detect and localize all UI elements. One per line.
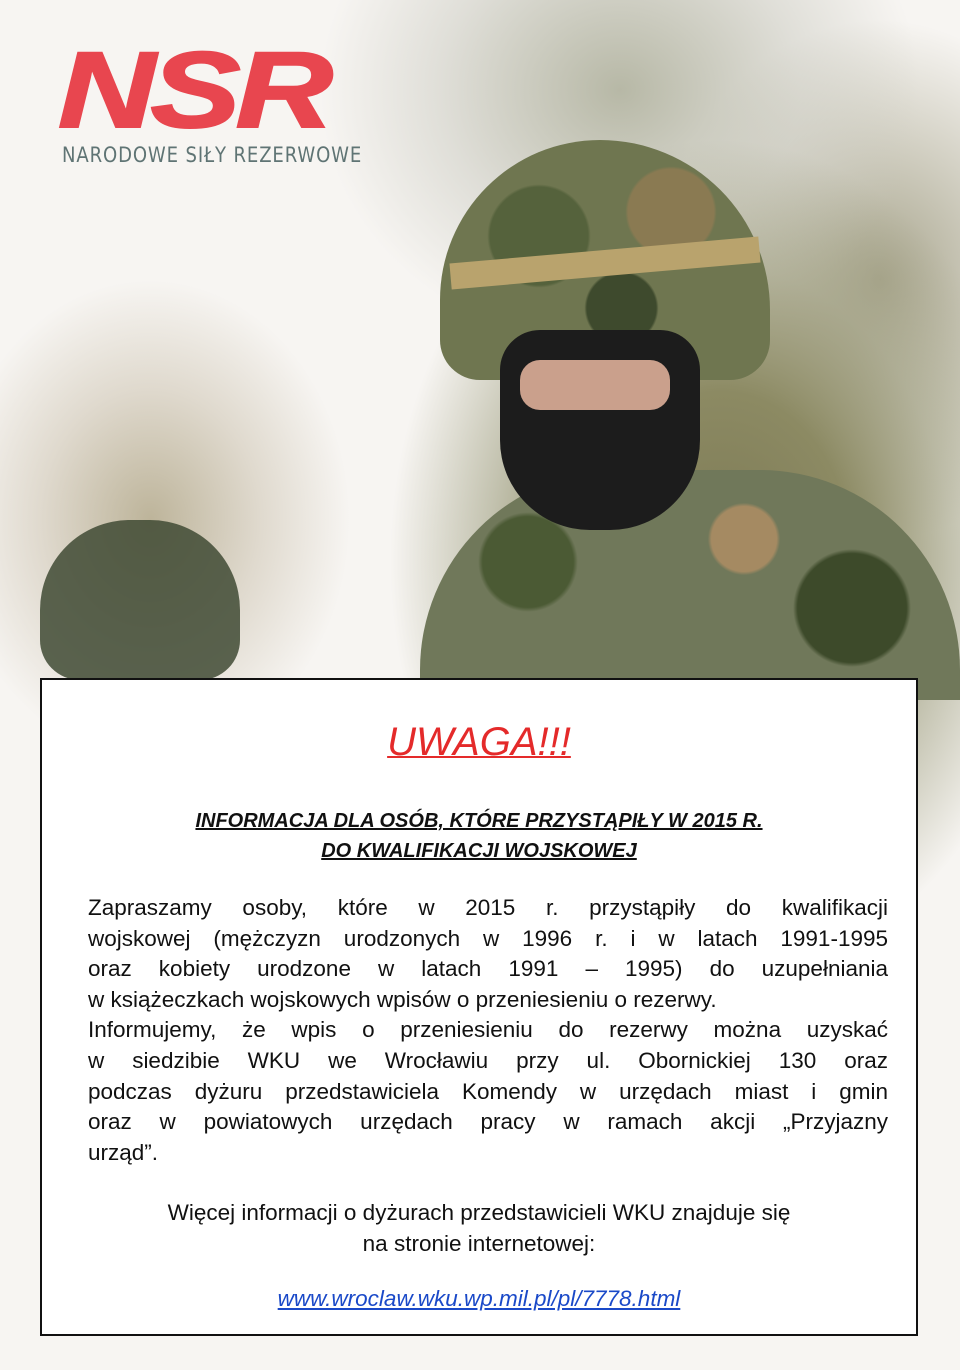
body-line: wojskowej (mężczyzn urodzonych w 1996 r. i w latach 1991-1995 bbox=[88, 925, 888, 951]
notice-box bbox=[40, 678, 918, 1336]
notice-heading-line-1: INFORMACJA DLA OSÓB, KTÓRE PRZYSTĄPIŁY W 2015 R. bbox=[195, 810, 763, 832]
nsr-logo-mark: NSR bbox=[58, 29, 329, 150]
body-line: urząd”. bbox=[88, 1139, 159, 1165]
notice-body bbox=[88, 893, 888, 1168]
body-line: w siedzibie WKU we Wrocławiu przy ul. Obornickiej 130 oraz bbox=[88, 1047, 888, 1073]
more-info-line-1: Więcej informacji o dyżurach przedstawicieli WKU znajduje się bbox=[167, 1200, 791, 1225]
body-line: oraz kobiety urodzone w latach 1991 – 1995) do uzupełniania bbox=[88, 956, 888, 982]
notice-heading-line-2: DO KWALIFIKACJI WOJSKOWEJ bbox=[321, 840, 637, 862]
soldier-eyes bbox=[520, 360, 670, 410]
body-line: podczas dyżuru przedstawiciela Komendy w urzędach miast i gmin bbox=[88, 1078, 888, 1104]
body-line: Zapraszamy osoby, które w 2015 r. przystąpiły do kwalifikacji bbox=[88, 895, 888, 920]
gloved-hand-ok-sign bbox=[40, 520, 240, 680]
body-line: Informujemy, że wpis o przeniesieniu do rezerwy można uzyskać bbox=[88, 1017, 888, 1043]
more-info-line-2: na stronie internetowej: bbox=[362, 1230, 596, 1256]
notice-title: UWAGA!!! bbox=[387, 720, 571, 764]
body-line: oraz w powiatowych urzędach pracy w ramach akcji „Przyjazny bbox=[88, 1109, 888, 1135]
more-info bbox=[42, 1198, 916, 1259]
body-line: w książeczkach wojskowych wpisów o przeniesieniu o rezerwy. bbox=[88, 986, 717, 1012]
logo-subtitle: NARODOWE SIŁY REZERWOWE bbox=[62, 143, 363, 167]
wku-website-link[interactable]: www.wroclaw.wku.wp.mil.pl/pl/7778.html bbox=[277, 1286, 681, 1311]
